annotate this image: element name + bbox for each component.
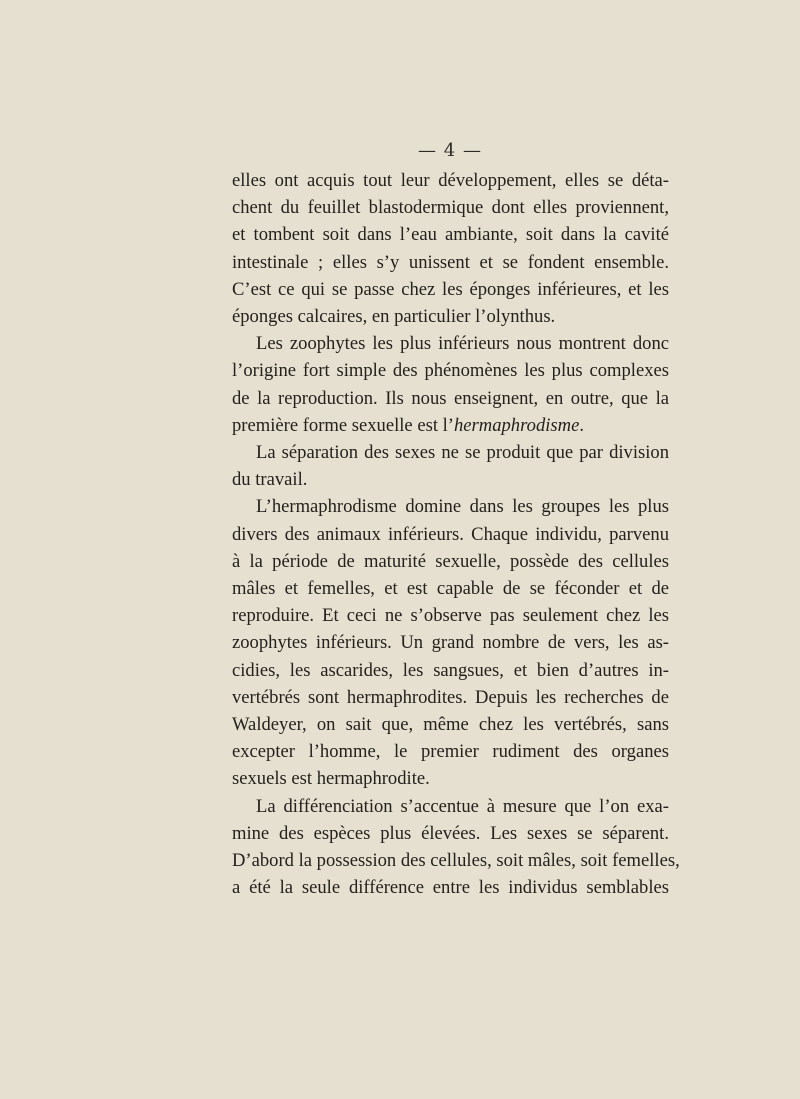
- paragraph-4: [232, 493, 669, 792]
- text-line: vertébrés sont hermaphrodites. Depuis les recherches de: [232, 686, 669, 708]
- text-line: divers des animaux inférieurs. Chaque individu, parvenu: [232, 523, 669, 545]
- italic-term: hermaphrodisme: [454, 414, 580, 436]
- text-line: chent du feuillet blastodermique dont elles proviennent,: [232, 197, 669, 219]
- page-number: — 4 —: [418, 140, 482, 161]
- text-line: a été la seule différence entre les individus semblables: [232, 877, 669, 899]
- text-line: mâles et femelles, et est capable de se féconder et de: [232, 578, 669, 600]
- text-line: D’abord la possession des cellules, soit mâles, soit femelles,: [232, 850, 680, 872]
- text-line: et tombent soit dans l’eau ambiante, soit dans la cavité: [232, 224, 669, 246]
- text-line: de la reproduction. Ils nous enseignent, en outre, que la: [232, 387, 669, 409]
- text-line: sexuels est hermaphrodite.: [232, 768, 430, 790]
- text-line: à la période de maturité sexuelle, possède des cellules: [232, 550, 669, 572]
- text-line: du travail.: [232, 469, 308, 491]
- paragraph-2: [232, 330, 669, 439]
- text-line: elles ont acquis tout leur développement, elles se déta-: [232, 170, 669, 191]
- text-line: éponges calcaires, en particulier l’olynthus.: [232, 306, 556, 328]
- text-line: l’origine fort simple des phénomènes les plus complexes: [232, 360, 669, 382]
- text-line: La séparation des sexes ne se produit que par division: [256, 442, 669, 464]
- text-line: excepter l’homme, le premier rudiment des organes: [232, 741, 669, 763]
- text-line: zoophytes inférieurs. Un grand nombre de vers, les as-: [232, 632, 669, 654]
- text-line: Les zoophytes les plus inférieurs nous montrent donc: [256, 333, 669, 355]
- text-segment: première forme sexuelle est l’: [232, 414, 454, 436]
- text-line: C’est ce qui se passe chez les éponges inférieures, et les: [232, 278, 669, 300]
- body-text: [232, 167, 680, 901]
- text-line: Waldeyer, on sait que, même chez les vertébrés, sans: [232, 714, 669, 736]
- text-line: reproduire. Et ceci ne s’observe pas seulement chez les: [232, 605, 669, 627]
- text-line: intestinale ; elles s’y unissent et se fondent ensemble.: [232, 251, 669, 273]
- text-line: [232, 412, 669, 439]
- text-line: cidies, les ascarides, les sangsues, et bien d’autres in-: [232, 659, 669, 681]
- text-line: L’hermaphrodisme domine dans les groupes les plus: [256, 496, 669, 518]
- text-segment: .: [579, 414, 584, 436]
- text-line: La différenciation s’accentue à mesure que l’on exa-: [256, 795, 669, 817]
- paragraph-1: [232, 167, 669, 330]
- text-line: mine des espèces plus élevées. Les sexes se séparent.: [232, 822, 669, 844]
- paragraph-3: [232, 439, 669, 493]
- paragraph-5: [232, 793, 680, 902]
